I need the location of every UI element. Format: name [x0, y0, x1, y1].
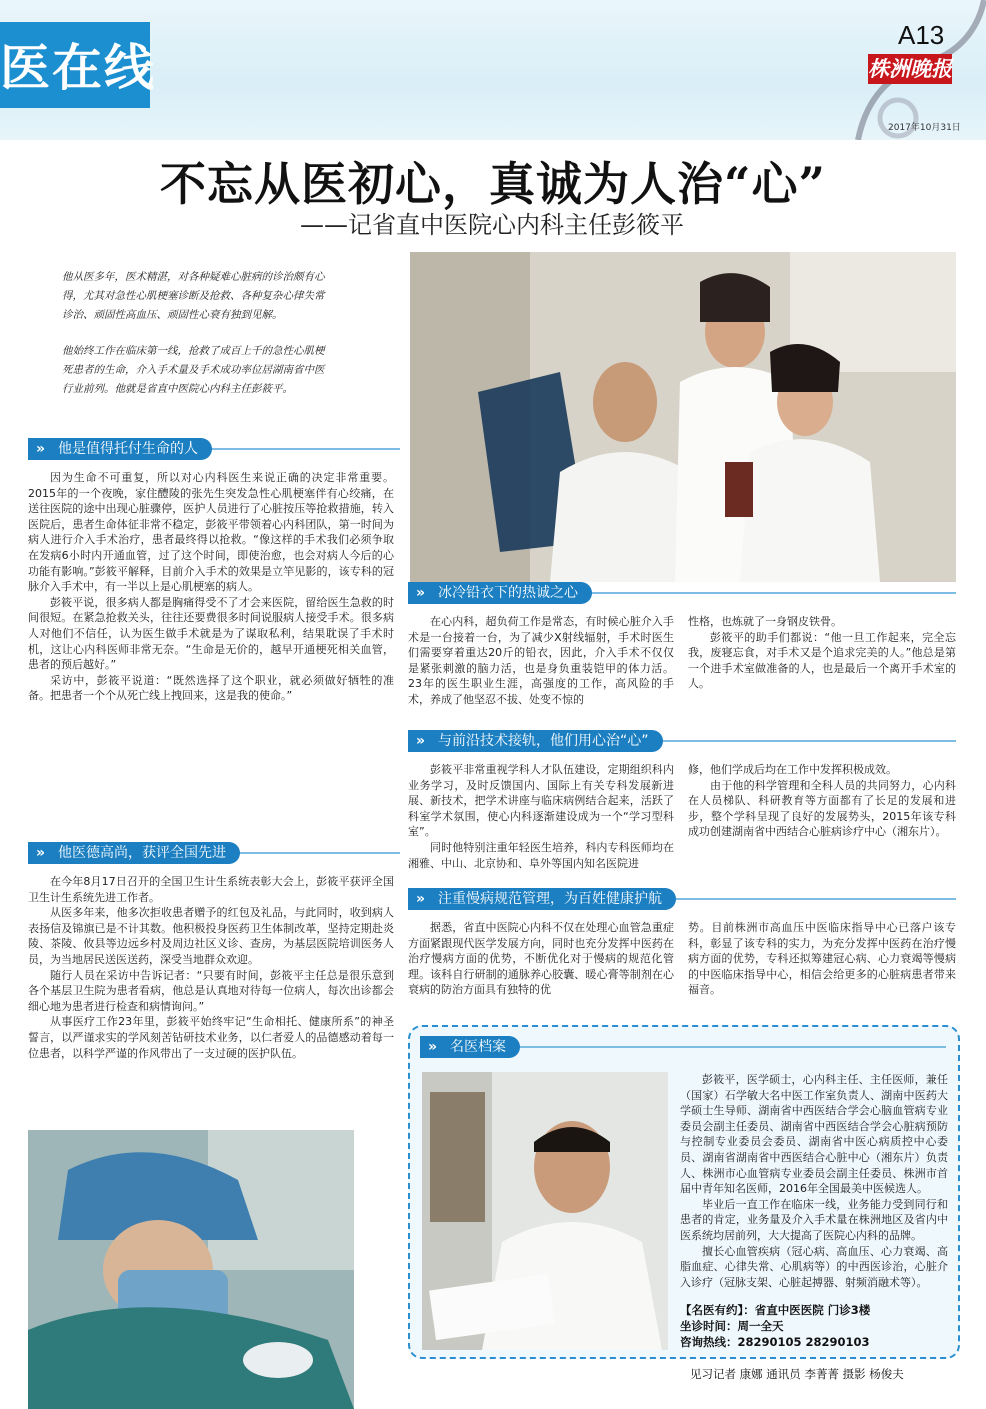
- section-banner: [408, 730, 956, 752]
- section-title-text: 冰冷铅衣下的热诚之心: [438, 585, 578, 601]
- double-chevron-icon: »: [416, 891, 426, 907]
- double-chevron-icon: »: [36, 845, 46, 861]
- body-paragraph: 同时他特别注重年轻医生培养，科内专科医师均在湘雅、中山、北京协和、阜外等国内知名医院进: [408, 840, 674, 870]
- section-title-text: 他医德高尚，获评全国先进: [58, 845, 226, 861]
- body-paragraph: 彭筱平说，很多病人都是胸痛得受不了才会来医院，留给医生急救的时间很短。在紧急抢救关头，往往还要费很多时间说服病人接受手术。很多病人对他们不信任，认为医生做手术就是为了谋取私利，结果耽误了手术时机，这让心内科医师非常无奈。“生命是无价的，越早开通梗死相关血管，患者的预后越好。”: [28, 595, 394, 672]
- section-body: [28, 470, 394, 704]
- body-paragraph: 从事医疗工作23年里，彭筱平始终牢记“生命相托、健康所系”的神圣誓言，以严谨求实的学风刻苦钻研技术业务，以仁者爱人的品德感动着每一位患者，以科学严谨的作风带出了一支过硬的医护队伍。: [28, 1015, 394, 1060]
- page-number: A13: [898, 20, 945, 50]
- double-chevron-icon: »: [416, 585, 426, 601]
- intro-paragraph: 他从医多年，医术精湛，对各种疑难心脏病的诊治颇有心得，尤其对急性心肌梗塞诊断及抢救、各种复杂心律失常诊治、顽固性高血压、顽固性心衰有独到见解。: [62, 271, 325, 321]
- body-paragraph: 修，他们学成后均在工作中发挥积极成效。: [688, 763, 897, 776]
- section-column: [408, 920, 674, 998]
- subheadline: ——记省直中医院心内科主任彭筱平: [300, 211, 684, 239]
- section-column: [408, 762, 674, 871]
- issue-date: 2017年10月31日: [888, 123, 961, 133]
- body-paragraph: 彭筱平非常重视学科人才队伍建设，定期组织科内业务学习，及时反馈国内、国际上有关专科发展新进展、新技术，把学术讲座与临床病例结合起来，活跃了科室学术氛围，使心内科逐渐建设成为一个“学习型科室”。: [408, 763, 674, 839]
- section-title: 医在线: [0, 39, 156, 97]
- profile-paragraph: 擅长心血管疾病（冠心病、高血压、心力衰竭、高脂血症、心律失常、心肌病等）的中西医诊治，心脏介入诊疗（冠脉支架、心脏起搏器、射频消融术等）。: [680, 1244, 948, 1289]
- section-column: [688, 762, 956, 840]
- paper-logo: 株洲晚报: [868, 54, 952, 84]
- profile-paragraph: 彭筱平，医学硕士，心内科主任、主任医师，兼任（国家）石学敏大名中医工作室负责人、湖南中医药大学硕士生导师、湖南省中西医结合学会心脑血管病专业委员会副主任委员、湖南省中西医结合学会心脏病预防与控制专业委员会委员、湖南省中医心病质控中心委员、湖南省湖南省中西医结合心脏中心（湘东片）负责人、株洲市心血管病专业委员会副主任委员、株洲市首届中青年知名医师，2016年全国最美中医候选人。: [680, 1073, 948, 1196]
- section-banner: [420, 1036, 946, 1058]
- section-banner: [408, 888, 956, 910]
- section-column: [408, 614, 674, 708]
- body-paragraph: 由于他的科学管理和全科人员的共同努力，心内科在人员梯队、科研教育等方面都有了长足的发展和进步，整个学科呈现了良好的发展势头，2015年该专科成功创建湖南省中西结合心脏病诊疗中心（湘东片）。: [688, 778, 956, 839]
- double-chevron-icon: »: [428, 1039, 438, 1055]
- body-paragraph: 在心内科，超负荷工作是常态，有时候心脏介入手术是一台接着一台，为了减少X射线辐射，手术时医生们需要穿着重达20斤的铅衣，因此，介入手术不仅仅是紧张刺激的脑力活，也是身负重装铠甲的体力活。23年的医生职业生涯，高强度的工作，高风险的手术，养成了他坚忍不拔、处变不惊的: [408, 615, 674, 706]
- body-paragraph: 性格，也炼就了一身钢皮铁骨。: [688, 615, 842, 628]
- double-chevron-icon: »: [416, 733, 426, 749]
- section-title-text: 注重慢病规范管理，为百姓健康护航: [438, 891, 662, 907]
- section-column: [688, 614, 956, 692]
- body-paragraph: 从医多年来，他多次拒收患者赠予的红包及礼品，与此同时，收到病人表扬信及锦旗已是不计其数。他积极投身医药卫生体制改革，坚持定期赴炎陵、茶陵、攸县等边远乡村及周边社区义诊、查房，为基层医院培训医务人员，为当地居民送医送药，深受当地群众欢迎。: [28, 906, 394, 966]
- surgery-photo: [28, 1130, 354, 1409]
- body-paragraph: 在今年8月17日召开的全国卫生计生系统表彰大会上，彭筱平获评全国卫生计生系统先进工作者。: [28, 875, 394, 904]
- body-paragraph: 因为生命不可重复，所以对心内科医生来说正确的决定非常重要。2015年的一个夜晚，家住醴陵的张先生突发急性心肌梗塞伴有心绞痛，在送往医院的途中出现心脏骤停，医护人员进行了心脏按压等抢救措施，转入医院后，患者生命体征非常不稳定，彭筱平带领着心内科团队，第一时间为病人进行介入手术治疗，患者最终得以抢救。“像这样的手术我们必须争取在发病6小时内开通血管，过了这个时间，即使治愈，也会对病人今后的心功能有影响。”彭筱平解释，目前介入手术的效果是立竿见影的，该专科的冠脉介入手术中，有一半以上是心肌梗塞的病人。: [28, 471, 394, 594]
- byline-credits: 见习记者 康娜 通讯员 李菁菁 摄影 杨俊夫: [690, 1367, 904, 1381]
- body-paragraph: 采访中，彭筱平说道：“既然选择了这个职业，就必须做好牺牲的准备。把患者一个个从死亡线上拽回来，这是我的使命。”: [28, 673, 394, 703]
- body-paragraph: 势。目前株洲市高血压中医临床指导中心已落户该专科，彰显了该专科的实力，为充分发挥中医药在治疗慢病方面的优势，专科还拟筹建冠心病、心力衰竭等慢病的中医临床指导中心，相信会给更多的心脏病患者带来福音。: [688, 921, 956, 997]
- body-paragraph: 随行人员在采访中告诉记者：“只要有时间，彭筱平主任总是很乐意到各个基层卫生院为患者看病，他总是认真地对待每一位病人，每次出诊都会细心地为患者进行检查和病情询问。”: [28, 968, 394, 1013]
- section-banner: [28, 438, 400, 460]
- section-column: [688, 920, 956, 998]
- contact-info: [680, 1302, 948, 1350]
- doctor-team-photo: [410, 252, 956, 582]
- body-paragraph: 彭筱平的助手们都说：“他一旦工作起来，完全忘我，废寝忘食，对手术又是个追求完美的人。”他总是第一个进手术室做准备的人，也是最后一个离开手术室的人。: [688, 630, 956, 691]
- intro-paragraph: 他始终工作在临床第一线，抢救了成百上千的急性心肌梗死患者的生命，介入手术量及手术成功率位居湖南省中医行业前列。他就是省直中医院心内科主任彭筱平。: [62, 345, 325, 395]
- body-paragraph: 据悉，省直中医院心内科不仅在处理心血管急重症方面紧跟现代医学发展方向，同时也充分发挥中医药在治疗慢病方面的优势，不断优化对于慢病的规范化管理。该科自行研制的通脉养心胶囊、暖心膏等制剂在心衰病的防治方面具有独特的优: [408, 921, 674, 997]
- section-banner: [28, 842, 400, 864]
- profile-text: [680, 1072, 948, 1290]
- section-banner: [408, 582, 956, 604]
- section-title-text: 他是值得托付生命的人: [58, 441, 198, 457]
- clinic-location: 【名医有约】：省直中医医院 门诊3楼: [680, 1303, 871, 1317]
- doctor-portrait-photo: [422, 1072, 668, 1350]
- clinic-hours: 坐诊时间：周一全天: [680, 1319, 784, 1333]
- headline: 不忘从医初心，真诚为人治“心”: [160, 157, 826, 211]
- clinic-hotline: 咨询热线：28290105 28290103: [680, 1335, 870, 1349]
- section-title-text: 与前沿技术接轨，他们用心治“心”: [438, 733, 649, 749]
- section-title-text: 名医档案: [450, 1039, 506, 1055]
- profile-paragraph: 毕业后一直工作在临床一线，业务能力受到同行和患者的肯定，业务量及介入手术量在株洲地区及省内中医系统均居前列，大大提高了医院心内科的品牌。: [680, 1197, 948, 1242]
- section-body: [28, 874, 394, 1061]
- double-chevron-icon: »: [36, 441, 46, 457]
